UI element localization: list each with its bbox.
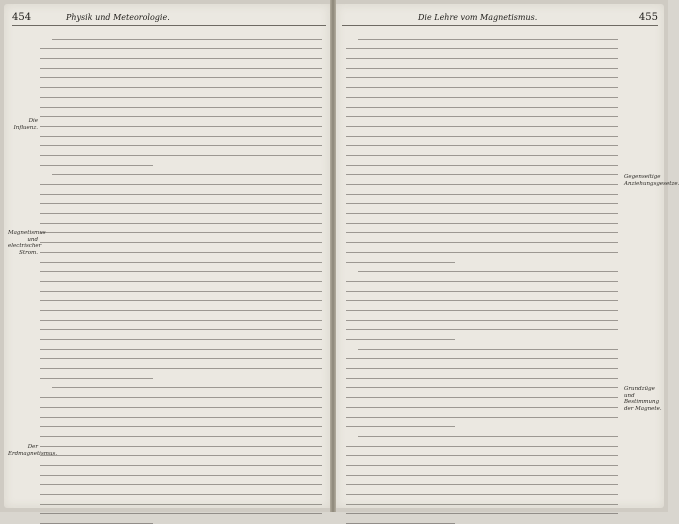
text-line [40,378,153,379]
text-line [40,145,322,146]
text-line [40,320,322,321]
left-running-head: Physik und Meteorologie. [66,13,170,22]
text-line [346,116,618,117]
text-line [346,300,618,301]
text-line [40,465,322,466]
text-line [40,339,322,340]
text-line [346,87,618,88]
text-line [40,87,322,88]
text-line [40,475,322,476]
text-line [40,407,322,408]
text-line [40,436,322,437]
text-line [40,48,322,49]
text-line [40,77,322,78]
text-line [346,262,455,263]
right-header-rule [342,25,658,26]
text-line [40,513,322,514]
text-line [40,262,322,263]
text-line [358,271,618,272]
text-line [346,378,618,379]
text-line [40,310,322,311]
text-line [346,426,455,427]
right-running-head: Die Lehre vom Magnetismus. [418,13,538,22]
text-line [40,300,322,301]
text-line [346,407,618,408]
text-line [40,213,322,214]
text-line [346,68,618,69]
text-line [40,116,322,117]
text-line [40,368,322,369]
text-line [40,349,322,350]
text-line [346,397,618,398]
right-page [336,4,679,508]
right-margin-note-1: Gegenseitige Anziehungsgesetze. [624,174,679,187]
text-line [346,417,618,418]
text-line [346,494,618,495]
text-line [52,39,322,40]
right-page-number: 455 [638,12,658,23]
text-line [40,291,322,292]
text-line [346,242,618,243]
text-line [40,242,322,243]
text-line [40,155,322,156]
text-line [346,475,618,476]
left-page-body [40,30,322,500]
text-line [346,213,618,214]
text-line [40,455,322,456]
text-line [346,77,618,78]
text-line [346,107,618,108]
text-line [346,339,455,340]
text-line [40,232,322,233]
text-line [358,436,618,437]
text-line [346,174,618,175]
text-line [40,426,322,427]
text-line [358,349,618,350]
text-line [40,194,322,195]
text-line [346,126,618,127]
text-line [40,165,153,166]
text-line [40,417,322,418]
text-line [40,484,322,485]
left-page-number: 454 [12,12,32,23]
text-line [346,387,618,388]
left-margin-note-1: Die Influenz. [13,118,38,131]
text-line [52,174,322,175]
left-margin-note-2: Magnetismus und electrischer Strom. [8,230,46,256]
text-line [346,232,618,233]
text-line [346,48,618,49]
text-line [40,58,322,59]
text-line [346,291,618,292]
text-line [40,329,322,330]
text-line [40,126,322,127]
text-line [346,165,618,166]
text-line [40,358,322,359]
text-line [40,184,322,185]
text-line [346,58,618,59]
text-line [346,504,618,505]
text-line [346,446,618,447]
right-page-body [346,30,618,500]
text-line [40,252,322,253]
text-line [346,281,618,282]
text-line [40,504,322,505]
text-line [40,494,322,495]
text-line [40,223,322,224]
text-line [346,455,618,456]
text-line [40,97,322,98]
text-line [346,484,618,485]
text-line [346,252,618,253]
text-line [346,320,618,321]
left-header-rule [12,25,326,26]
text-line [40,136,322,137]
text-line [40,397,322,398]
text-line [346,329,618,330]
text-line [40,281,322,282]
left-margin-note-3: Der Erdmagnetismus. [8,444,58,457]
text-line [52,387,322,388]
right-margin-note-2: Grundzüge und Bestimmung der Magnete. [624,386,662,412]
text-line [346,368,618,369]
text-line [346,97,618,98]
text-line [346,465,618,466]
left-page [4,4,330,508]
text-line [40,68,322,69]
text-line [40,107,322,108]
text-line [346,145,618,146]
text-line [346,194,618,195]
text-line [346,184,618,185]
text-line [346,203,618,204]
text-line [40,271,322,272]
text-line [40,446,322,447]
text-line [346,358,618,359]
text-line [358,39,618,40]
text-line [40,203,322,204]
text-line [346,310,618,311]
text-line [346,513,618,514]
text-line [346,155,618,156]
text-line [346,223,618,224]
text-line [346,136,618,137]
